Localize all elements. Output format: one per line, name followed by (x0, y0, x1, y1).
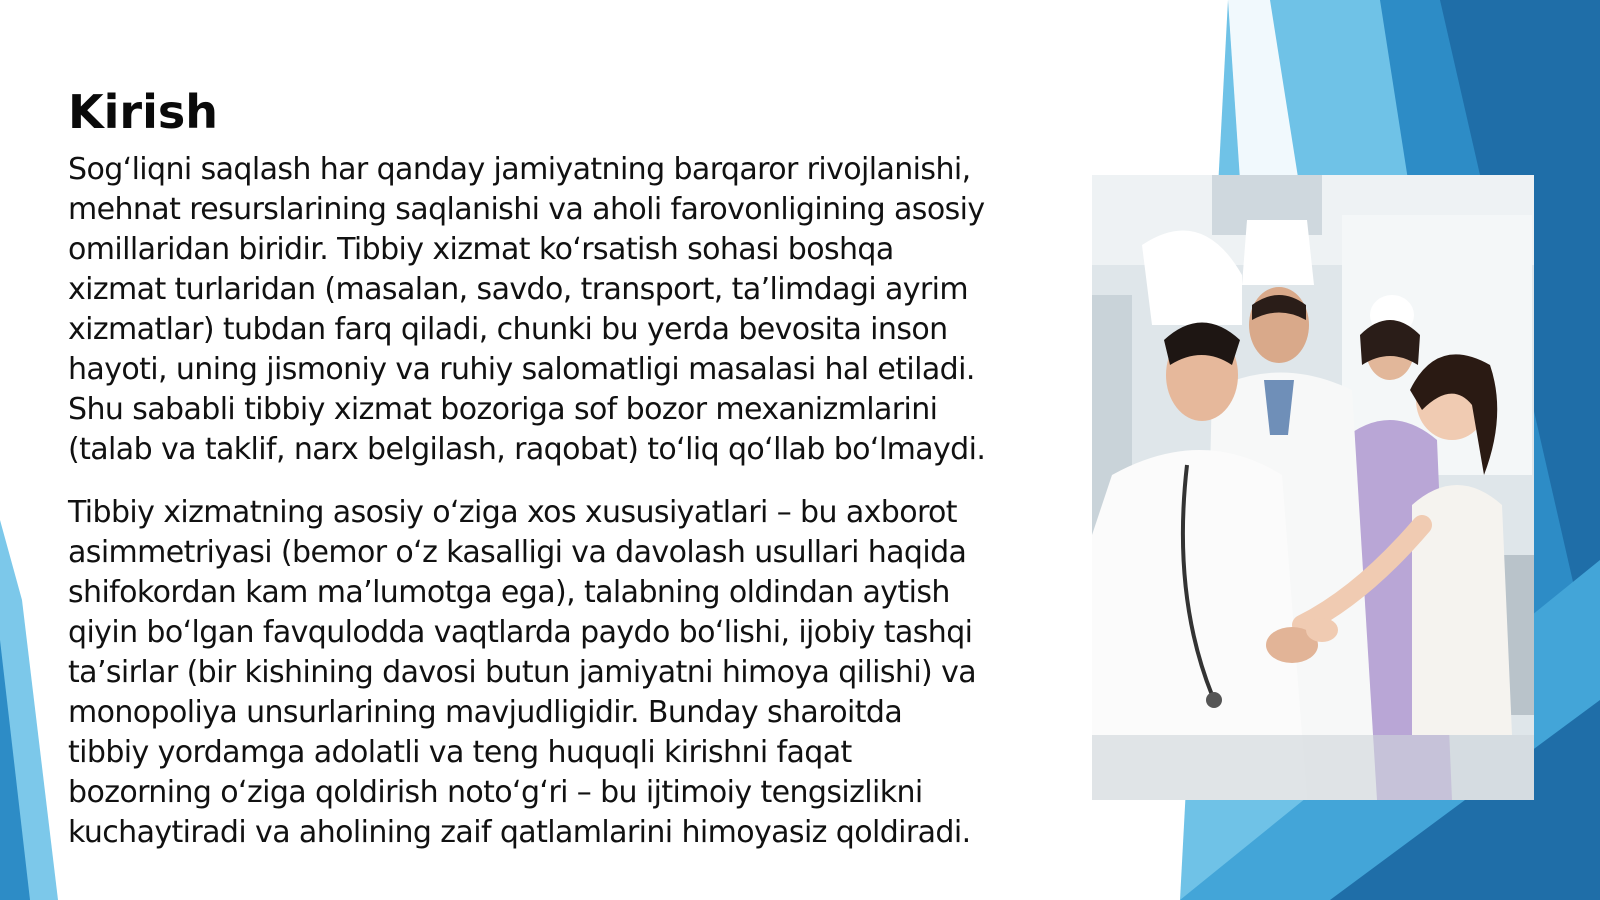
paragraph-line: Shu sababli tibbiy xizmat bozoriga sof bozor mexanizmlarini (68, 392, 938, 427)
medical-staff-with-child-illustration (1092, 175, 1534, 800)
paragraph-line: hayoti, uning jismoniy va ruhiy salomatligi masalasi hal etiladi. (68, 352, 975, 387)
paragraph-intro (68, 150, 1068, 470)
paragraph-line: ta’sirlar (bir kishining davosi butun jamiyatni himoya qilishi) va (68, 655, 977, 690)
paragraph-line: tibbiy yordamga adolatli va teng huquqli kirishni faqat (68, 735, 852, 770)
paragraph-line: Sog‘liqni saqlash har qanday jamiyatning barqaror rivojlanishi, (68, 152, 971, 187)
paragraph-line: kuchaytiradi va aholining zaif qatlamlarini himoyasiz qoldiradi. (68, 815, 971, 850)
paragraph-line: (talab va taklif, narx belgilash, raqobat) to‘liq qo‘llab bo‘lmaydi. (68, 432, 986, 467)
paragraph-features (68, 493, 1068, 853)
paragraph-line: monopoliya unsurlarining mavjudligidir. Bunday sharoitda (68, 695, 903, 730)
medical-staff-photo (1092, 175, 1534, 800)
slide-title: Kirish (68, 85, 218, 139)
paragraph-line: xizmat turlaridan (masalan, savdo, transport, ta’limdagi ayrim (68, 272, 969, 307)
paragraph-line: mehnat resurslarining saqlanishi va aholi farovonligining asosiy (68, 192, 985, 227)
paragraph-line: omillaridan biridir. Tibbiy xizmat ko‘rsatish sohasi boshqa (68, 232, 894, 267)
paragraph-line: Tibbiy xizmatning asosiy o‘ziga xos xususiyatlari – bu axborot (68, 495, 957, 530)
paragraph-line: asimmetriyasi (bemor o‘z kasalligi va davolash usullari haqida (68, 535, 967, 570)
paragraph-line: qiyin bo‘lgan favqulodda vaqtlarda paydo bo‘lishi, ijobiy tashqi (68, 615, 973, 650)
paragraph-line: shifokordan kam ma’lumotga ega), talabning oldindan aytish (68, 575, 950, 610)
paragraph-line: xizmatlar) tubdan farq qiladi, chunki bu yerda bevosita inson (68, 312, 948, 347)
paragraph-line: bozorning o‘ziga qoldirish noto‘g‘ri – bu ijtimoiy tengsizlikni (68, 775, 923, 810)
